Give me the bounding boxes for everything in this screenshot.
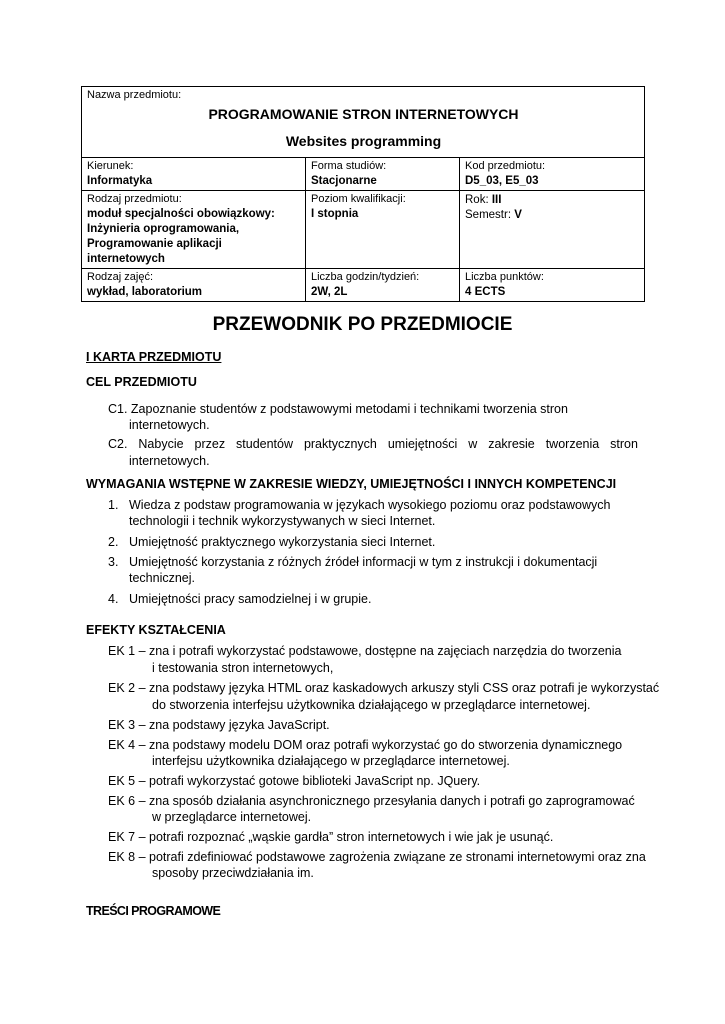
rodzaj-value-1: moduł specjalności obowiązkowy: xyxy=(87,208,275,220)
c2-word: studentów xyxy=(236,437,293,451)
c2-word: umiejętności xyxy=(387,437,458,451)
ek3-line: EK 3 – zna podstawy języka JavaScript. xyxy=(108,718,330,732)
kod-label: Kod przedmiotu: xyxy=(465,160,546,172)
punkty-label: Liczba punktów: xyxy=(465,271,544,283)
wym-item-3-line2: technicznej. xyxy=(129,571,196,585)
ek2-line2: do stworzenia interfejsu użytkownika działającego w przeglądarce internetowej. xyxy=(152,698,591,712)
cel-c1-line2: internetowych. xyxy=(129,418,210,432)
wymagania-heading: WYMAGANIA WSTĘPNE W ZAKRESIE WIEDZY, UMIEJĘTNOŚCI I INNYCH KOMPETENCJI xyxy=(86,477,617,491)
punkty-cell xyxy=(460,269,645,302)
zajecia-value: wykład, laboratorium xyxy=(87,286,203,298)
course-title-pl: PROGRAMOWANIE STRON INTERNETOWYCH xyxy=(208,106,519,122)
rodzaj-label: Rodzaj przedmiotu: xyxy=(87,193,182,205)
wym-item-4: Umiejętności pracy samodzielnej i w grupie. xyxy=(129,592,372,606)
wym-num-3: 3. xyxy=(108,555,119,569)
rok-cell xyxy=(460,191,645,269)
ek1-line2: i testowania stron internetowych, xyxy=(152,661,334,675)
semestr-label: Semestr: xyxy=(465,209,515,221)
ek7-line: EK 7 – potrafi rozpoznać „wąskie gardła” stron internetowych i wie jak je usunąć. xyxy=(108,830,554,844)
cel-heading: CEL PRZEDMIOTU xyxy=(86,375,197,389)
ek8-line1: EK 8 – potrafi zdefiniować podstawowe zagrożenia związane ze stronami internetowymi oraz zna xyxy=(108,850,646,864)
c2-word: praktycznych xyxy=(303,437,377,451)
c2-word: tworzenia xyxy=(545,437,600,451)
tresci-heading: TREŚCI PROGRAMOWE xyxy=(86,904,221,918)
forma-cell xyxy=(306,158,460,191)
c2-word: zakresie xyxy=(488,437,535,451)
kierunek-value: Informatyka xyxy=(87,175,153,187)
ek2-line1: EK 2 – zna podstawy języka HTML oraz kaskadowych arkuszy styli CSS oraz potrafi je wykorzystać xyxy=(108,681,660,695)
wym-item-2: Umiejętność praktycznego wykorzystania sieci Internet. xyxy=(129,535,436,549)
godziny-cell xyxy=(306,269,460,302)
rok-label: Rok: xyxy=(465,194,492,206)
rodzaj-value-2: Inżynieria oprogramowania, xyxy=(87,223,240,235)
godziny-label: Liczba godzin/tydzień: xyxy=(311,271,420,283)
guide-title: PRZEWODNIK PO PRZEDMIOCIE xyxy=(212,314,513,335)
course-info-table xyxy=(81,86,645,302)
efekty-heading: EFEKTY KSZTAŁCENIA xyxy=(86,623,226,637)
c2-word: Nabycie xyxy=(138,437,184,451)
ek1-line1: EK 1 – zna i potrafi wykorzystać podstawowe, dostępne na zajęciach narzędzia do tworzenia xyxy=(108,644,622,658)
course-name-label: Nazwa przedmiotu: xyxy=(87,89,182,101)
wym-item-1-line1: Wiedza z podstaw programowania w językach wysokiego poziomu oraz podstawowych xyxy=(129,498,611,512)
ek5-line: EK 5 – potrafi wykorzystać gotowe biblioteki JavaScript np. JQuery. xyxy=(108,774,481,788)
ek8-line2: sposoby przeciwdziałania im. xyxy=(152,866,314,880)
wym-item-1-line2: technologii i technik wykorzystywanych w sieci Internet. xyxy=(129,514,436,528)
wym-num-2: 2. xyxy=(108,535,119,549)
kod-value: D5_03, E5_03 xyxy=(465,175,539,187)
wym-item-3-line1: Umiejętność korzystania z różnych źródeł informacji w tym z instrukcji i dokumentacji xyxy=(129,555,598,569)
cel-c2-line2: internetowych. xyxy=(129,454,210,468)
semestr-line xyxy=(465,208,640,223)
poziom-cell xyxy=(306,191,460,269)
ek6-line2: w przeglądarce internetowej. xyxy=(152,810,312,824)
kierunek-cell xyxy=(82,158,306,191)
wym-num-1: 1. xyxy=(108,498,119,512)
forma-value: Stacjonarne xyxy=(311,175,377,187)
rodzaj-value-4: internetowych xyxy=(87,253,165,265)
rodzaj-cell xyxy=(82,191,306,269)
cel-c1-line1: C1. Zapoznanie studentów z podstawowymi metodami i technikami tworzenia stron xyxy=(108,402,568,416)
kod-cell xyxy=(460,158,645,191)
rok-line xyxy=(465,193,640,208)
cel-c2-line1 xyxy=(108,436,638,453)
poziom-label: Poziom kwalifikacji: xyxy=(311,193,406,205)
ek4-line2: interfejsu użytkownika działającego w przeglądarce internetowej. xyxy=(152,754,510,768)
rok-value: III xyxy=(491,194,502,206)
zajecia-label: Rodzaj zajęć: xyxy=(87,271,154,283)
course-title-en: Websites programming xyxy=(285,133,442,149)
ek6-line1: EK 6 – zna sposób działania asynchronicznego przesyłania danych i potrafi go zaprogramować xyxy=(108,794,635,808)
c2-word: stron xyxy=(610,437,638,451)
punkty-value: 4 ECTS xyxy=(465,286,506,298)
semestr-value: V xyxy=(514,209,522,221)
kierunek-label: Kierunek: xyxy=(87,160,134,172)
zajecia-cell xyxy=(82,269,306,302)
course-name-cell xyxy=(82,87,645,158)
forma-label: Forma studiów: xyxy=(311,160,387,172)
c2-word: przez xyxy=(194,437,226,451)
wym-num-4: 4. xyxy=(108,592,119,606)
ek4-line1: EK 4 – zna podstawy modelu DOM oraz potrafi wykorzystać go do stworzenia dynamicznego xyxy=(108,738,623,752)
godziny-value: 2W, 2L xyxy=(311,286,348,298)
poziom-value: I stopnia xyxy=(311,208,359,220)
c2-word: C2. xyxy=(108,437,128,451)
karta-heading: I KARTA PRZEDMIOTU xyxy=(86,350,222,364)
rodzaj-value-3: Programowanie aplikacji xyxy=(87,238,222,250)
c2-word: w xyxy=(468,437,478,451)
